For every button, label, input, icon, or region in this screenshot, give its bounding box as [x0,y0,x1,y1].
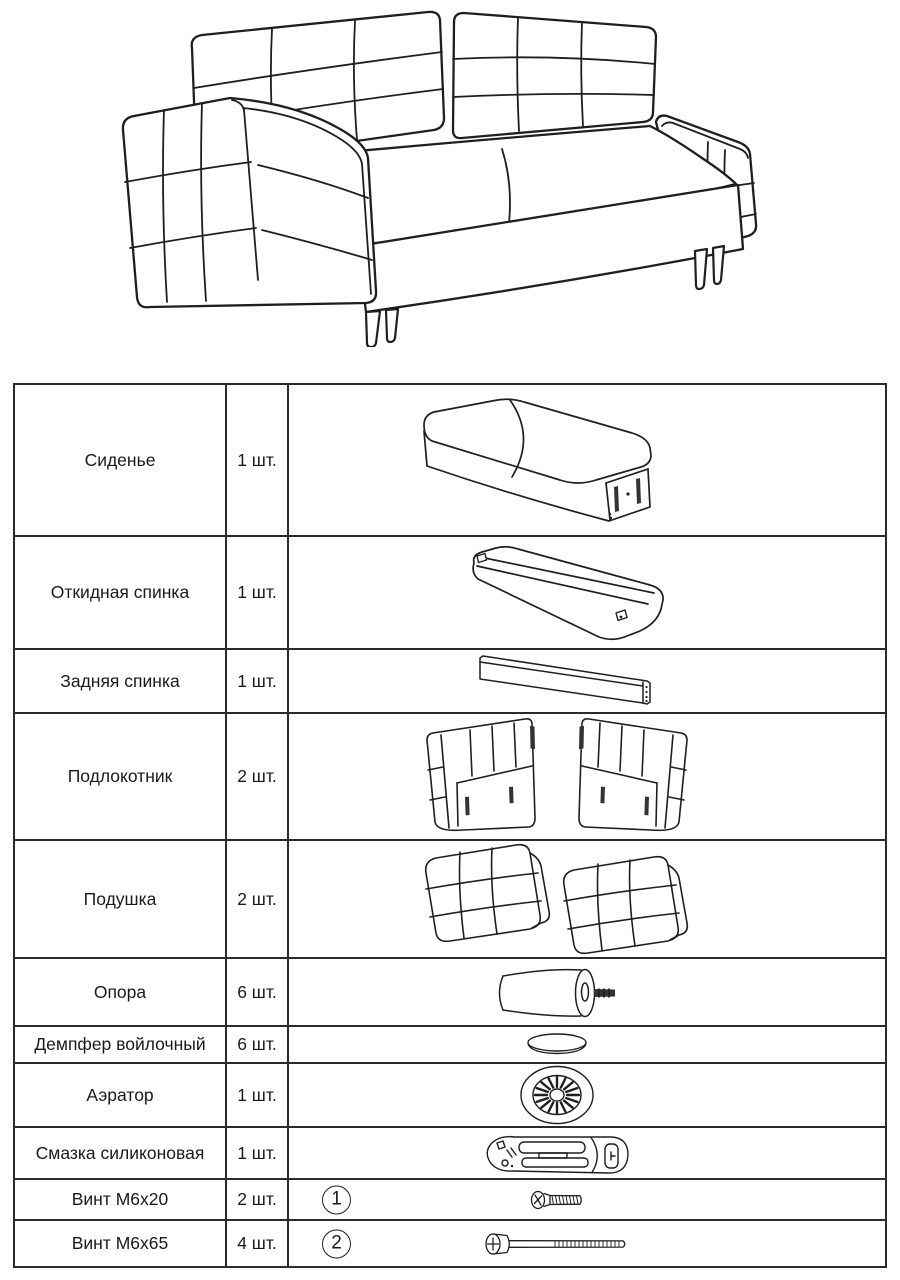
part-qty: 6 шт. [227,959,289,1025]
leg-illustration-icon [493,963,621,1021]
part-qty: 4 шт. [227,1221,289,1266]
part-qty: 1 шт. [227,385,289,535]
part-qty: 1 шт. [227,650,289,712]
table-row [15,714,885,841]
table-row [15,385,885,537]
part-name: Опора [15,959,227,1025]
part-image-cell [289,1064,885,1126]
table-row [15,1221,885,1266]
sofa-line-drawing-icon [110,2,760,347]
table-row [15,841,885,959]
table-row [15,959,885,1027]
part-qty: 1 шт. [227,537,289,648]
part-name: Винт М6х20 [15,1180,227,1219]
part-name: Аэратор [15,1064,227,1126]
part-name: Подлокотник [15,714,227,839]
part-name: Сиденье [15,385,227,535]
screw1-marker-badge [322,1185,351,1214]
table-row [15,1128,885,1180]
silicone-grease-illustration-icon [481,1130,633,1176]
felt-damper-illustration-icon [524,1032,590,1058]
part-qty: 1 шт. [227,1064,289,1126]
part-qty: 2 шт. [227,1180,289,1219]
part-name: Подушка [15,841,227,957]
part-image-cell [289,1128,885,1178]
screw-m6x20-illustration-icon [529,1190,585,1210]
part-image-cell [289,537,885,648]
armrest-right [579,718,687,830]
table-row [15,537,885,650]
part-image-cell [289,959,885,1025]
folding-backrest-illustration-icon [444,543,670,643]
sofa-armrest-left [123,98,376,307]
part-qty: 2 шт. [227,841,289,957]
part-qty: 6 шт. [227,1027,289,1062]
sofa-back-right [453,13,656,138]
part-image-cell [289,841,885,957]
cushion-right [564,857,688,954]
back-panel-illustration-icon [459,654,655,708]
part-name: Демпфер войлочный [15,1027,227,1062]
sofa-illustration [110,2,760,347]
armrests-illustration-icon [425,718,689,836]
marker-number: 2 [331,1232,342,1254]
marker-number: 1 [331,1188,342,1210]
seat-illustration-icon [420,395,694,525]
part-name: Задняя спинка [15,650,227,712]
table-row [15,1064,885,1128]
part-image-cell [289,714,885,839]
table-row [15,650,885,714]
part-name: Смазка силиконовая [15,1128,227,1178]
part-image-cell [289,1221,885,1266]
part-name: Винт М6х65 [15,1221,227,1266]
screw2-marker-badge [322,1229,351,1258]
part-name: Откидная спинка [15,537,227,648]
part-image-cell [289,1180,885,1219]
part-image-cell [289,1027,885,1062]
part-qty: 1 шт. [227,1128,289,1178]
part-qty: 2 шт. [227,714,289,839]
table-row [15,1027,885,1064]
cushion-left [426,845,550,942]
table-row [15,1180,885,1221]
part-image-cell [289,650,885,712]
cushions-illustration-icon [416,841,698,957]
screw-m6x65-illustration-icon [483,1233,631,1255]
aerator-illustration-icon [517,1065,597,1125]
part-image-cell [289,385,885,535]
armrest-left [427,718,535,830]
parts-table [13,383,887,1268]
